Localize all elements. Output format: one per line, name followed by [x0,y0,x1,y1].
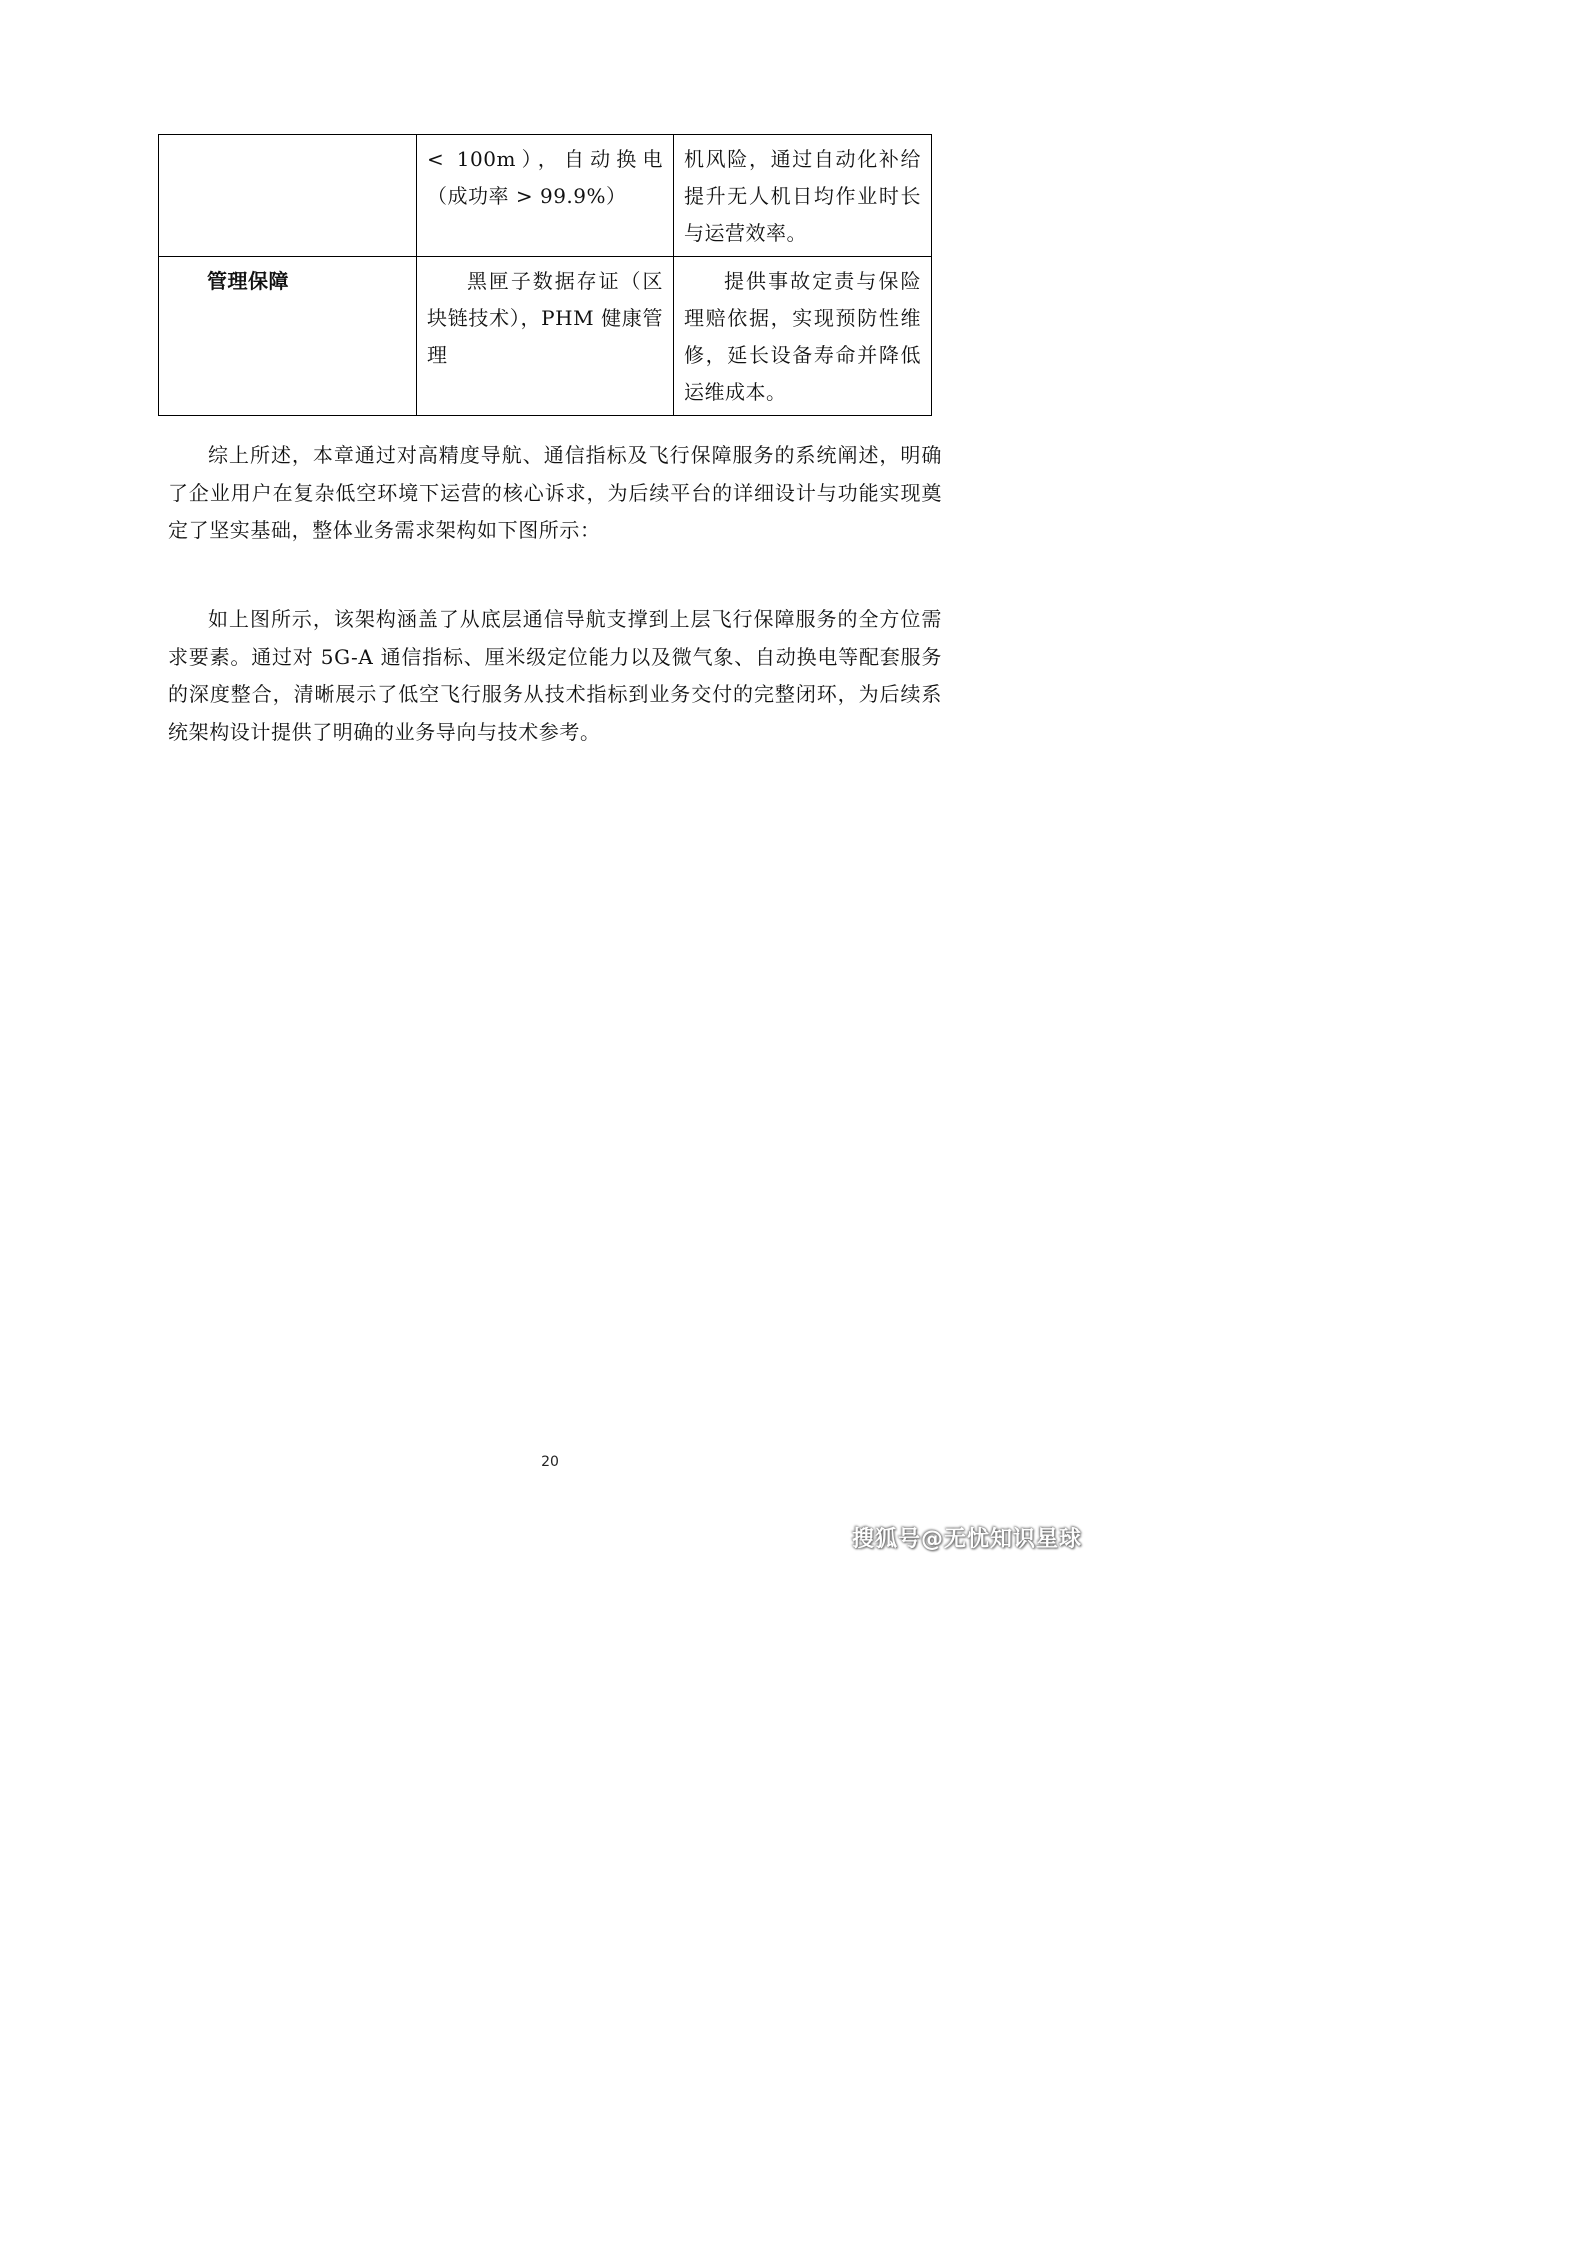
table-row [159,135,932,257]
table-cell-value: 提供事故定责与保险理赔依据，实现预防性维修，延长设备寿命并降低运维成本。 [674,257,932,416]
table-row [159,257,932,416]
summary-paragraph: 综上所述，本章通过对高精度导航、通信指标及飞行保障服务的系统阐述，明确了企业用户在复杂低空环境下运营的核心诉求，为后续平台的详细设计与功能实现奠定了坚实基础，整体业务需求架构如下图所示： [168,443,942,542]
table-cell-category: 管理保障 [159,257,417,416]
table-cell-category [159,135,417,257]
page-number: 20 [541,1454,559,1470]
requirements-table [158,134,932,416]
table-cell-metric: 黑匣子数据存证（区块链技术），PHM 健康管理 [417,257,674,416]
architecture-paragraph: 如上图所示，该架构涵盖了从底层通信导航支撑到上层飞行保障服务的全方位需求要素。通过对 5G-A 通信指标、厘米级定位能力以及微气象、自动换电等配套服务的深度整合，清晰展示了低空飞行服务从技术指标到业务交付的完整闭环，为后续系统架构设计提供了明确的业务导向与技术参考。 [168,607,942,744]
source-watermark: 搜狐号@无忧知识星球 [851,1527,1082,1552]
document-page [0,0,1100,1556]
table-cell-value: 机风险，通过自动化补给提升无人机日均作业时长与运营效率。 [674,135,932,257]
table-cell-metric: < 100m），自动换电（成功率 > 99.9%） [417,135,674,257]
